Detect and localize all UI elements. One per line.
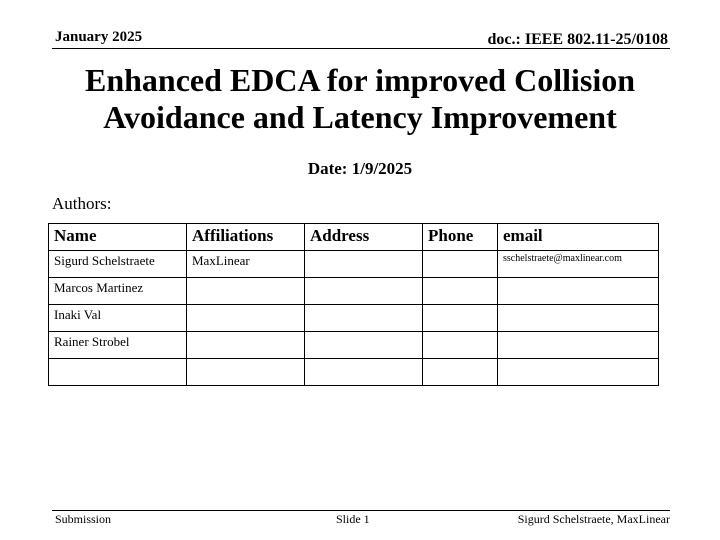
author-affiliation-cell xyxy=(187,305,305,332)
authors-label: Authors: xyxy=(52,194,112,213)
table-row xyxy=(49,332,659,359)
author-affiliation-cell xyxy=(187,332,305,359)
footer-divider xyxy=(52,510,670,511)
author-name-cell: Sigurd Schelstraete xyxy=(49,251,187,278)
author-affiliation-cell xyxy=(187,359,305,386)
column-header-affiliations: Affiliations xyxy=(187,224,305,251)
author-phone-cell xyxy=(423,305,498,332)
author-phone-cell xyxy=(423,278,498,305)
footer-author: Sigurd Schelstraete, MaxLinear xyxy=(517,512,670,526)
author-email-cell: sschelstraete@maxlinear.com xyxy=(498,251,659,278)
author-address-cell xyxy=(305,251,423,278)
table-row xyxy=(49,359,659,386)
author-email-cell xyxy=(498,278,659,305)
author-address-cell xyxy=(305,359,423,386)
author-name-cell: Rainer Strobel xyxy=(49,332,187,359)
author-affiliation-cell: MaxLinear xyxy=(187,251,305,278)
header-doc-id: doc.: IEEE 802.11-25/0108 xyxy=(487,31,668,48)
column-header-name: Name xyxy=(49,224,187,251)
slide-title-line-1: Enhanced EDCA for improved Collision xyxy=(84,62,635,98)
table-row xyxy=(49,305,659,332)
author-email-cell xyxy=(498,305,659,332)
slide-title xyxy=(40,62,680,136)
author-phone-cell xyxy=(423,359,498,386)
column-header-phone: Phone xyxy=(423,224,498,251)
author-email-cell xyxy=(498,359,659,386)
table-row xyxy=(49,278,659,305)
header-divider xyxy=(52,48,670,49)
author-phone-cell xyxy=(423,251,498,278)
footer-slide-number: Slide 1 xyxy=(336,512,370,526)
column-header-address: Address xyxy=(305,224,423,251)
author-phone-cell xyxy=(423,332,498,359)
table-row xyxy=(49,251,659,278)
author-name-cell: Marcos Martinez xyxy=(49,278,187,305)
header-date: January 2025 xyxy=(55,29,143,45)
column-header-email: email xyxy=(498,224,659,251)
author-name-cell: Inaki Val xyxy=(49,305,187,332)
slide-title-line-2: Avoidance and Latency Improvement xyxy=(103,99,617,135)
author-address-cell xyxy=(305,305,423,332)
footer-submission: Submission xyxy=(55,512,112,526)
authors-table xyxy=(48,223,659,386)
author-address-cell xyxy=(305,278,423,305)
author-affiliation-cell xyxy=(187,278,305,305)
author-address-cell xyxy=(305,332,423,359)
authors-table-header-row xyxy=(49,224,659,251)
author-name-cell xyxy=(49,359,187,386)
slide-date: Date: 1/9/2025 xyxy=(307,159,413,178)
author-email-cell xyxy=(498,332,659,359)
